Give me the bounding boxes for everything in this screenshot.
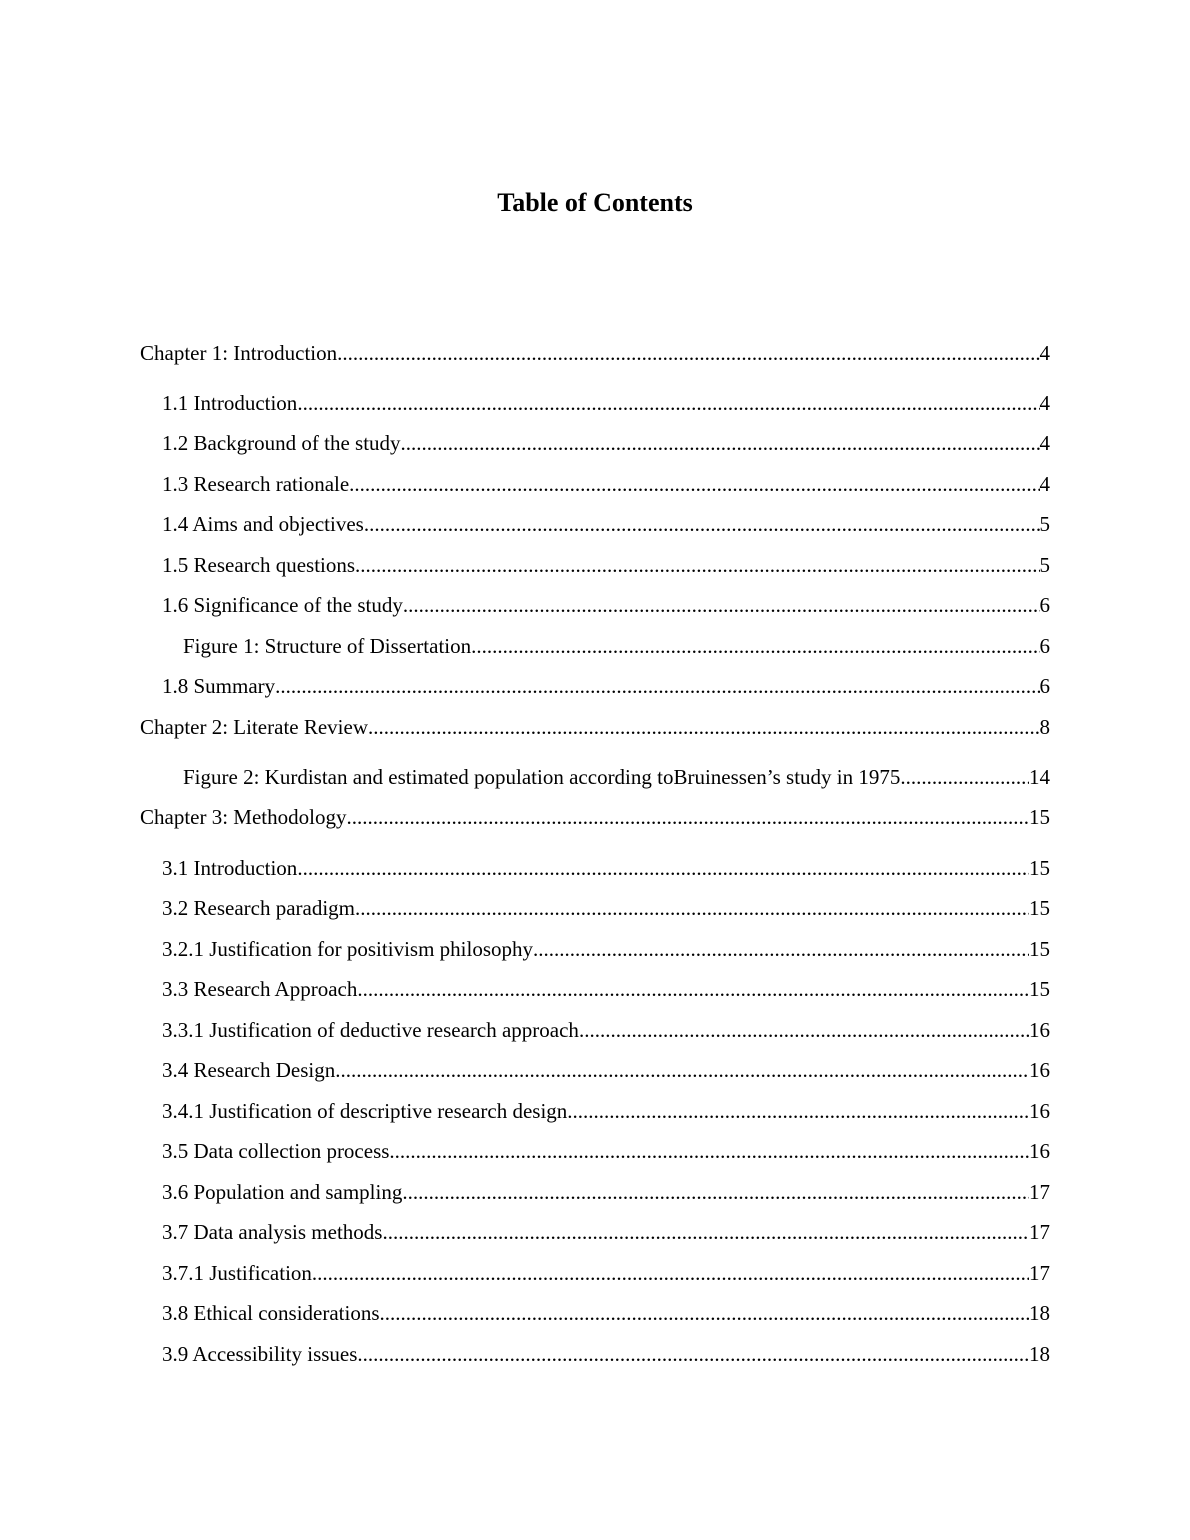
toc-entry-page: 18: [1029, 1342, 1050, 1366]
toc-entry-label: 3.2.1 Justification for positivism philosophy: [162, 937, 533, 961]
dot-leader: [275, 673, 1039, 699]
dot-leader: [357, 976, 1029, 1002]
toc-entry-page: 17: [1029, 1180, 1050, 1204]
toc-entry-3-3-1[interactable]: [162, 1017, 1050, 1043]
toc-entry-3-4[interactable]: [162, 1057, 1050, 1083]
toc-entry-page: 4: [1039, 472, 1050, 496]
toc-entry-page: 16: [1029, 1018, 1050, 1042]
toc-entry-page: 15: [1029, 896, 1050, 920]
dot-leader: [380, 1300, 1029, 1326]
toc-entry-page: 16: [1029, 1058, 1050, 1082]
dot-leader: [297, 390, 1039, 416]
toc-entry-label: 3.7.1 Justification: [162, 1261, 312, 1285]
dot-leader: [579, 1017, 1029, 1043]
toc-entry-1-5[interactable]: [162, 552, 1050, 578]
dot-leader: [346, 804, 1029, 830]
toc-entry-label: 3.4 Research Design: [162, 1058, 336, 1082]
toc-entry-label: 1.1 Introduction: [162, 391, 298, 415]
toc-entry-page: 6: [1039, 674, 1050, 698]
dot-leader: [389, 1138, 1029, 1164]
dot-leader: [567, 1098, 1029, 1124]
toc-entry-label: Chapter 2: Literate Review: [140, 715, 368, 739]
toc-entry-3-9[interactable]: [162, 1341, 1050, 1367]
toc-entry-1-8[interactable]: [162, 673, 1050, 699]
toc-entry-page: 18: [1029, 1301, 1050, 1325]
dot-leader: [368, 714, 1040, 740]
dot-leader: [337, 340, 1039, 366]
toc-entry-3-3[interactable]: [162, 976, 1050, 1002]
toc-entry-page: 4: [1039, 431, 1050, 455]
toc-entry-page: 14: [1029, 765, 1050, 789]
toc-entry-page: 6: [1039, 634, 1050, 658]
toc-entry-label: 1.3 Research rationale: [162, 472, 350, 496]
toc-entry-figure-2[interactable]: [183, 764, 1050, 790]
toc-entry-page: 17: [1029, 1220, 1050, 1244]
toc-entry-label: 3.3 Research Approach: [162, 977, 358, 1001]
toc-entry-label: Figure 1: Structure of Dissertation: [183, 634, 472, 658]
toc-entry-label: Figure 2: Kurdistan and estimated population according toBruinessen’s study in 1975: [183, 765, 901, 789]
toc-entry-page: 5: [1039, 553, 1050, 577]
dot-leader: [335, 1057, 1029, 1083]
dot-leader: [364, 511, 1040, 537]
page-title: Table of Contents: [497, 188, 693, 217]
toc-entry-3-1[interactable]: [162, 855, 1050, 881]
dot-leader: [401, 430, 1040, 456]
toc-entry-label: 3.2 Research paradigm: [162, 896, 356, 920]
toc-entry-3-7[interactable]: [162, 1219, 1050, 1245]
toc-entry-page: 15: [1029, 856, 1050, 880]
dot-leader: [357, 1341, 1029, 1367]
toc-entry-label: 1.8 Summary: [162, 674, 276, 698]
toc-entry-label: 3.5 Data collection process: [162, 1139, 390, 1163]
dot-leader: [355, 552, 1039, 578]
toc-entry-label: 3.6 Population and sampling: [162, 1180, 403, 1204]
toc-entry-figure-1[interactable]: [183, 633, 1050, 659]
toc-entry-page: 15: [1029, 937, 1050, 961]
toc-entry-chapter-2[interactable]: [140, 714, 1050, 740]
toc-entry-page: 17: [1029, 1261, 1050, 1285]
toc-entry-1-4[interactable]: [162, 511, 1050, 537]
toc-entry-label: 1.4 Aims and objectives: [162, 512, 364, 536]
dot-leader: [355, 895, 1029, 921]
toc-entry-page: 6: [1039, 593, 1050, 617]
dot-leader: [403, 592, 1040, 618]
toc-entry-page: 4: [1039, 391, 1050, 415]
toc-entry-label: 3.4.1 Justification of descriptive research design: [162, 1099, 568, 1123]
toc-entry-label: 3.7 Data analysis methods: [162, 1220, 383, 1244]
toc-entry-label: Chapter 3: Methodology: [140, 805, 347, 829]
toc-entry-3-2[interactable]: [162, 895, 1050, 921]
toc-entry-chapter-3[interactable]: [140, 804, 1050, 830]
toc-entry-page: 15: [1029, 805, 1050, 829]
toc-entry-3-4-1[interactable]: [162, 1098, 1050, 1124]
toc-entry-label: 3.3.1 Justification of deductive research approach: [162, 1018, 579, 1042]
dot-leader: [349, 471, 1039, 497]
toc-entry-label: 3.1 Introduction: [162, 856, 298, 880]
toc-entry-label: 3.8 Ethical considerations: [162, 1301, 380, 1325]
toc-entry-label: 1.5 Research questions: [162, 553, 356, 577]
toc-entry-3-6[interactable]: [162, 1179, 1050, 1205]
dot-leader: [900, 764, 1029, 790]
toc-entry-page: 15: [1029, 977, 1050, 1001]
toc-entry-page: 16: [1029, 1139, 1050, 1163]
dot-leader: [402, 1179, 1029, 1205]
toc-entry-3-8[interactable]: [162, 1300, 1050, 1326]
toc-entry-1-6[interactable]: [162, 592, 1050, 618]
dot-leader: [471, 633, 1039, 659]
toc-entry-1-1[interactable]: [162, 390, 1050, 416]
toc-entry-1-2[interactable]: [162, 430, 1050, 456]
dot-leader: [312, 1260, 1029, 1286]
dot-leader: [297, 855, 1029, 881]
toc-entry-page: 4: [1039, 341, 1050, 365]
dot-leader: [533, 936, 1029, 962]
toc-entry-label: 1.2 Background of the study: [162, 431, 401, 455]
toc-entry-label: Chapter 1: Introduction: [140, 341, 338, 365]
toc-entry-page: 8: [1039, 715, 1050, 739]
toc-entry-3-7-1[interactable]: [162, 1260, 1050, 1286]
toc-entry-label: 1.6 Significance of the study: [162, 593, 403, 617]
toc-entry-3-2-1[interactable]: [162, 936, 1050, 962]
toc-entry-page: 5: [1039, 512, 1050, 536]
dot-leader: [382, 1219, 1029, 1245]
toc-entry-1-3[interactable]: [162, 471, 1050, 497]
toc-entry-chapter-1[interactable]: [140, 340, 1050, 366]
toc-entry-page: 16: [1029, 1099, 1050, 1123]
toc-entry-3-5[interactable]: [162, 1138, 1050, 1164]
toc-entry-label: 3.9 Accessibility issues: [162, 1342, 358, 1366]
